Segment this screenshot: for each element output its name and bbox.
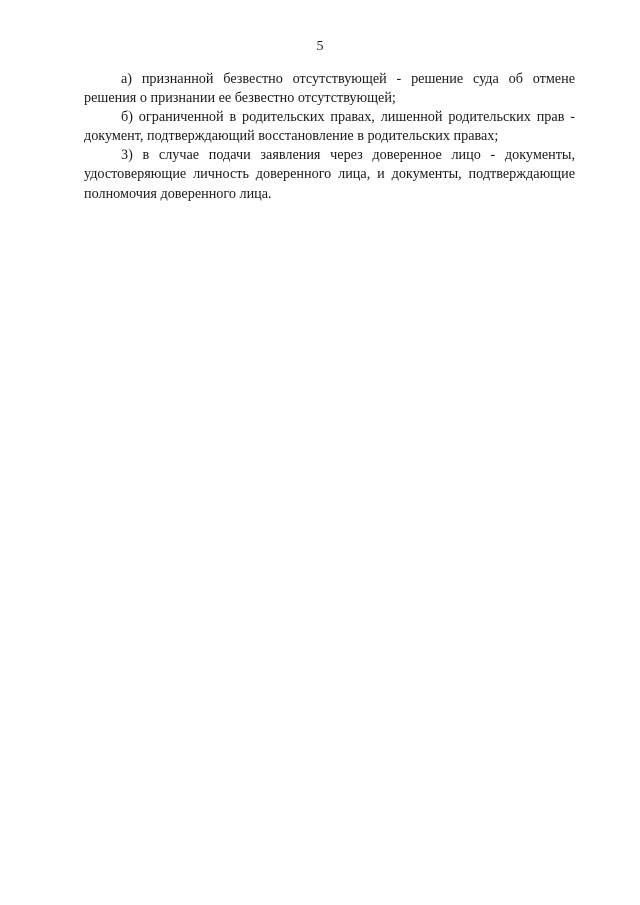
paragraph-item-b-restricted-rights: б) ограниченной в родительских правах, лишенной родительских прав - документ, подтверждающий восстановление в родительских правах;	[84, 109, 575, 145]
paragraph-item-3-trusted-person: 3) в случае подачи заявления через доверенное лицо - документы, удостоверяющие личность доверенного лица, и документы, подтверждающие полномочия доверенного лица.	[84, 147, 575, 202]
document-body	[84, 70, 575, 204]
page-number: 5	[316, 39, 324, 54]
paragraph-item-a-recognized-missing: а) признанной безвестно отсутствующей - решение суда об отмене решения о признании ее безвестно отсутствующей;	[84, 71, 575, 107]
